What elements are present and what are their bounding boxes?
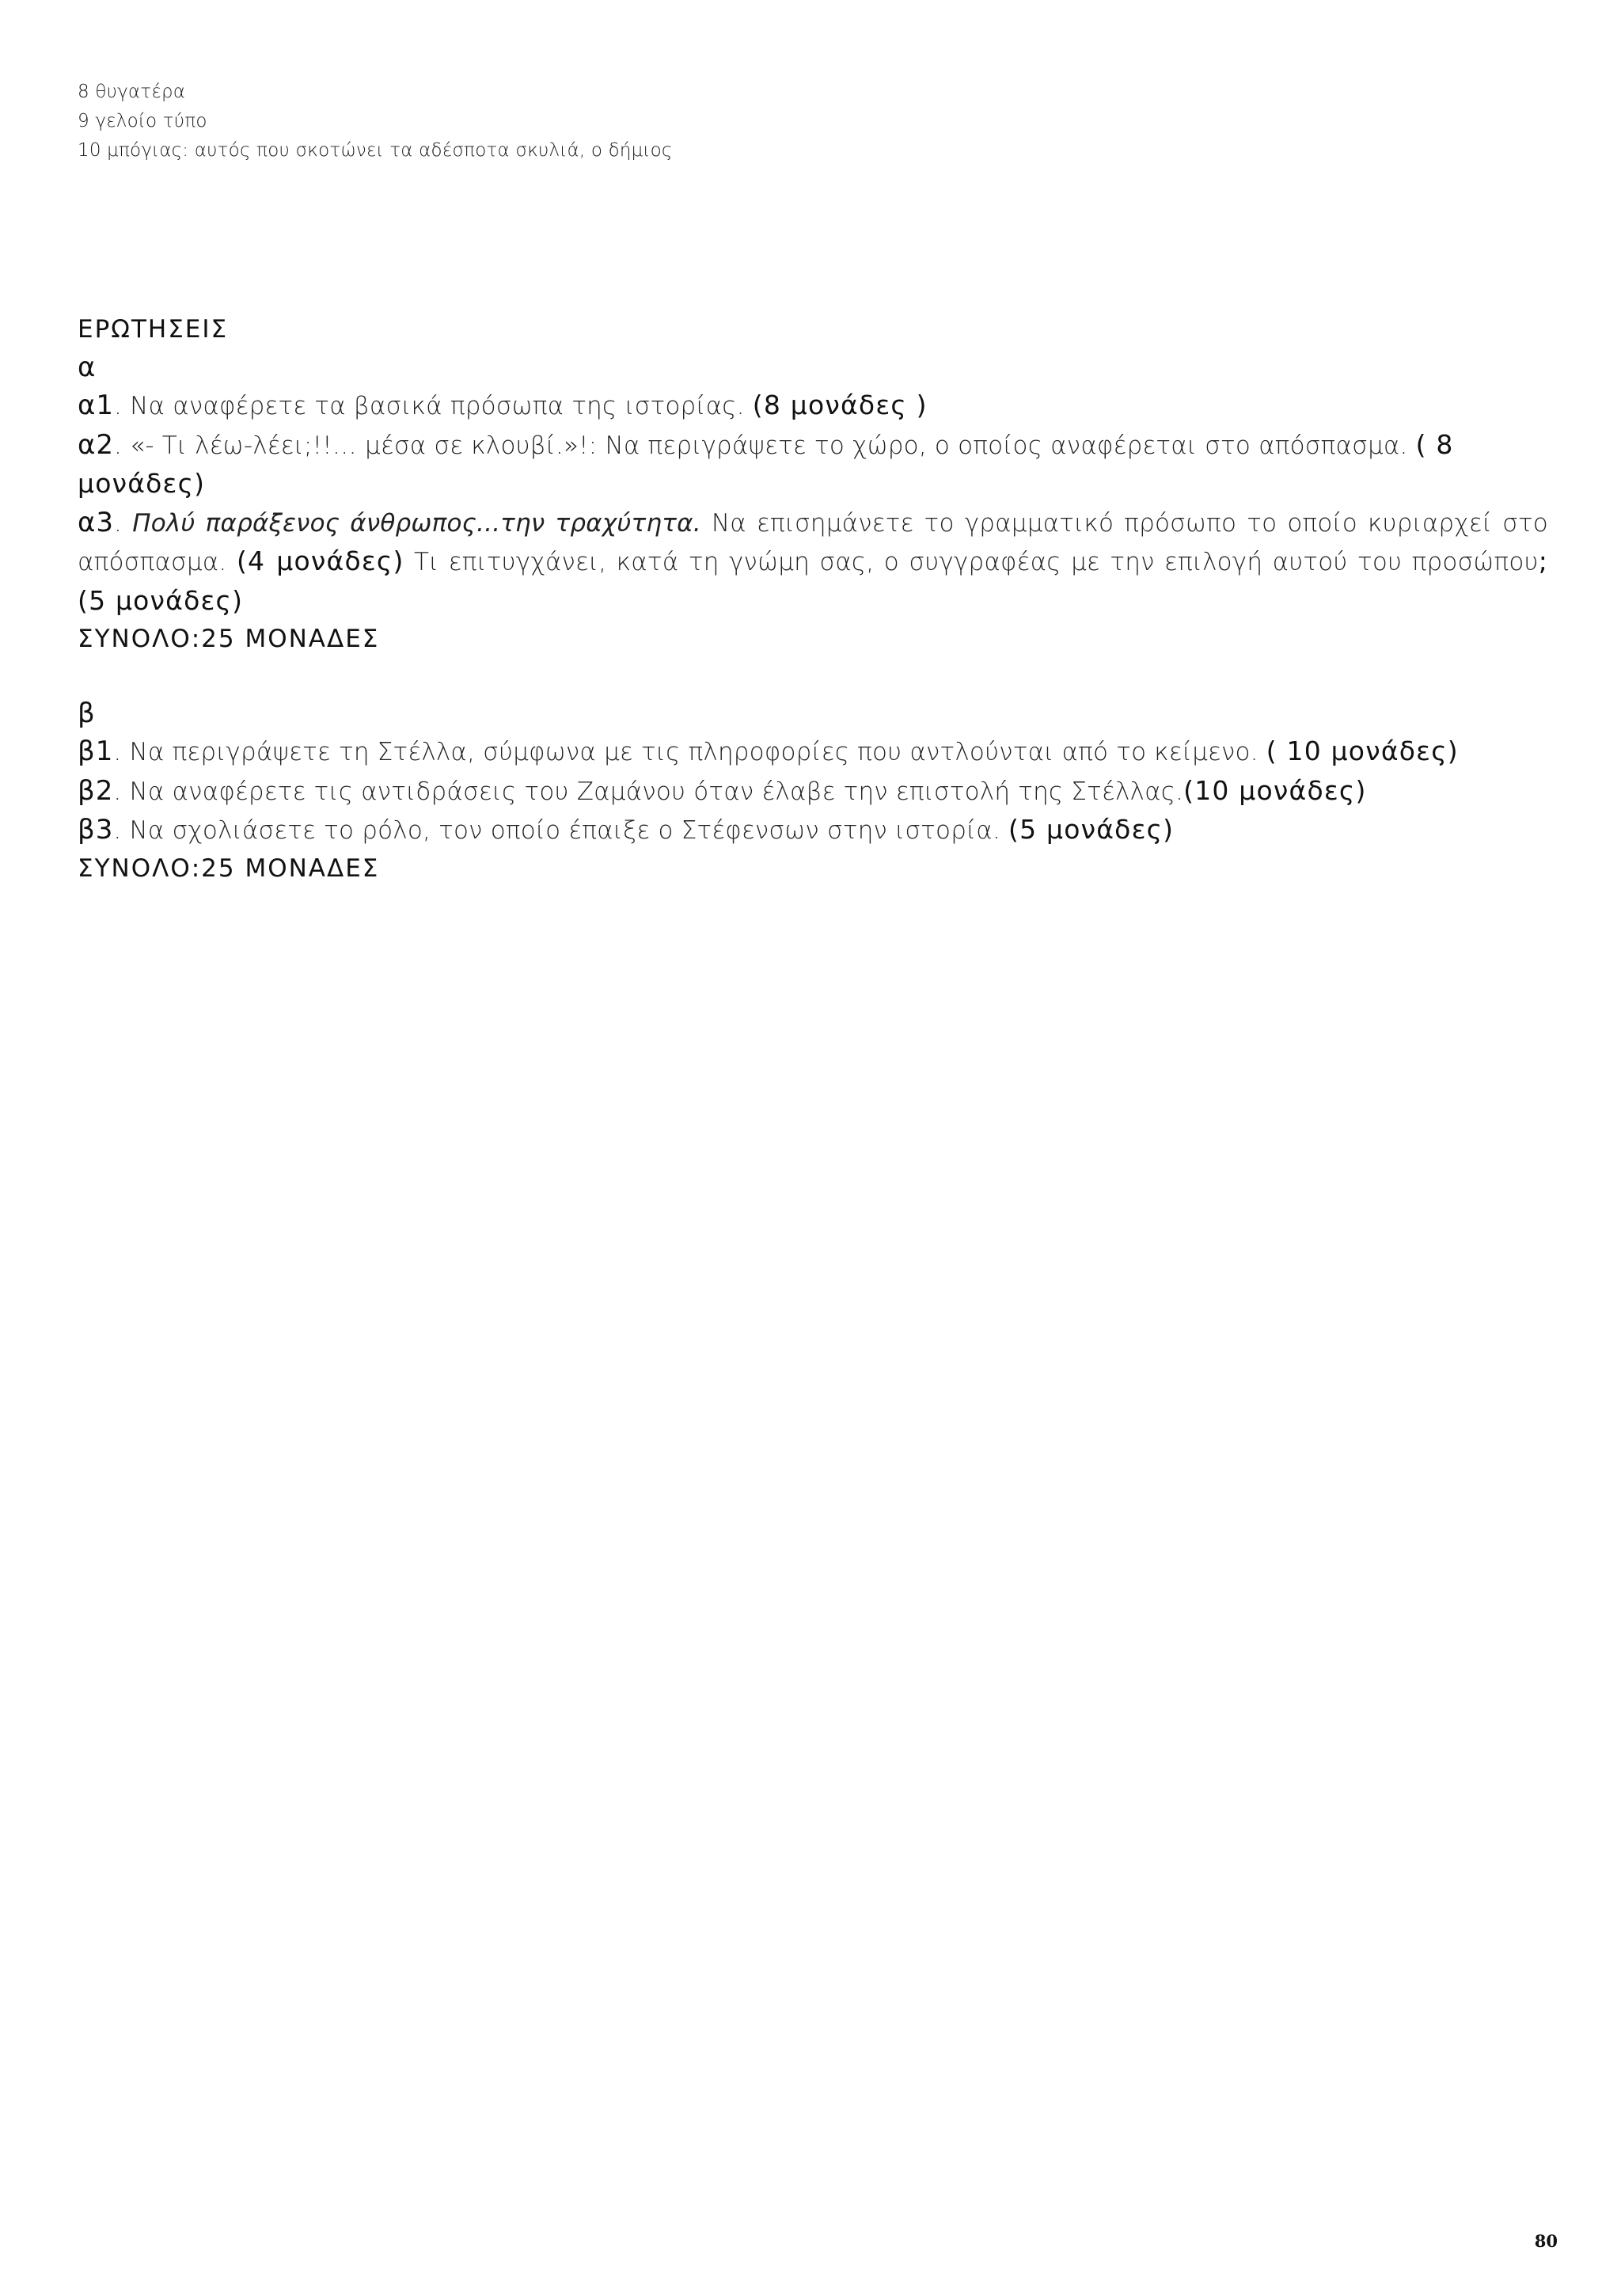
question-a3	[78, 504, 1548, 622]
footnote-9: 9 γελοίο τύπο	[78, 111, 207, 131]
question-number: β3	[78, 814, 114, 846]
question-text: Να επισημάνετε το γραμματικό πρόσωπο το οποίο κυριαρχεί στο απόσπασμα.	[78, 508, 1548, 576]
section-b-label: β	[78, 697, 95, 729]
question-a1	[78, 386, 1548, 426]
question-number: β2	[78, 774, 114, 807]
question-marks: (10 μονάδες)	[1183, 774, 1367, 806]
questions-section	[78, 311, 1548, 888]
question-marks: (4 μονάδες)	[236, 545, 404, 576]
question-a2	[78, 426, 1548, 504]
question-marks: (5 μονάδες)	[1008, 814, 1175, 845]
question-marks: ( 8 μονάδες)	[78, 428, 1454, 499]
section-a-total: ΣΥΝΟΛΟ:25 ΜΟΝΑΔΕΣ	[78, 625, 380, 653]
question-dot: .	[114, 508, 123, 538]
question-number: β1	[78, 736, 114, 767]
section-b-total: ΣΥΝΟΛΟ:25 ΜΟΝΑΔΕΣ	[78, 853, 380, 883]
question-marks: (8 μονάδες )	[752, 390, 928, 420]
question-text: . Να σχολιάσετε το ρόλο, τον οποίο έπαιξε ο Στέφενσων στην ιστορία.	[113, 816, 1000, 845]
question-number: α3	[78, 506, 115, 538]
question-number: α1	[78, 390, 115, 421]
question-text: . «- Τι λέω-λέει;!!… μέσα σε κλουβί.»!: Να περιγράψετε το χώρο, ο οποίος αναφέρεται στο απόσπασμα.	[114, 431, 1408, 460]
spacer	[78, 659, 1548, 695]
question-marks-2: (5 μονάδες)	[78, 584, 244, 616]
footnote-8: 8 θυγατέρα	[78, 82, 186, 102]
question-text-2: Τι επιτυγχάνει, κατά τη γνώμη σας, ο συγγραφέας με την επιλογή αυτού του προσώπου	[413, 548, 1539, 576]
question-text: . Να περιγράψετε τη Στέλλα, σύμφωνα με τις πληροφορίες που αντλούνται από το κείμενο.	[113, 738, 1258, 766]
footnotes	[78, 78, 1566, 165]
question-number: α2	[78, 428, 115, 461]
quoted-excerpt: Πολύ παράξενος άνθρωπος...την τραχύτητα.	[132, 508, 701, 538]
question-marks: ( 10 μονάδες)	[1266, 736, 1459, 766]
questions-heading: ΕΡΩΤΗΣΕΙΣ	[78, 315, 229, 344]
section-a-label: α	[78, 351, 96, 383]
question-b2	[78, 772, 1548, 812]
footnote-10: 10 μπόγιας: αυτός που σκοτώνει τα αδέσποτα σκυλιά, ο δήμιος	[78, 140, 673, 161]
question-text: . Να αναφέρετε τις αντιδράσεις του Ζαμάνου όταν έλαβε την επιστολή της Στέλλας.	[113, 777, 1184, 806]
page-number: 80	[1534, 2231, 1558, 2251]
question-b3	[78, 811, 1548, 850]
question-b1	[78, 732, 1548, 772]
question-text: . Να αναφέρετε τα βασικά πρόσωπα της ιστορίας.	[114, 392, 745, 420]
question-mark-symbol: ;	[1538, 545, 1549, 576]
